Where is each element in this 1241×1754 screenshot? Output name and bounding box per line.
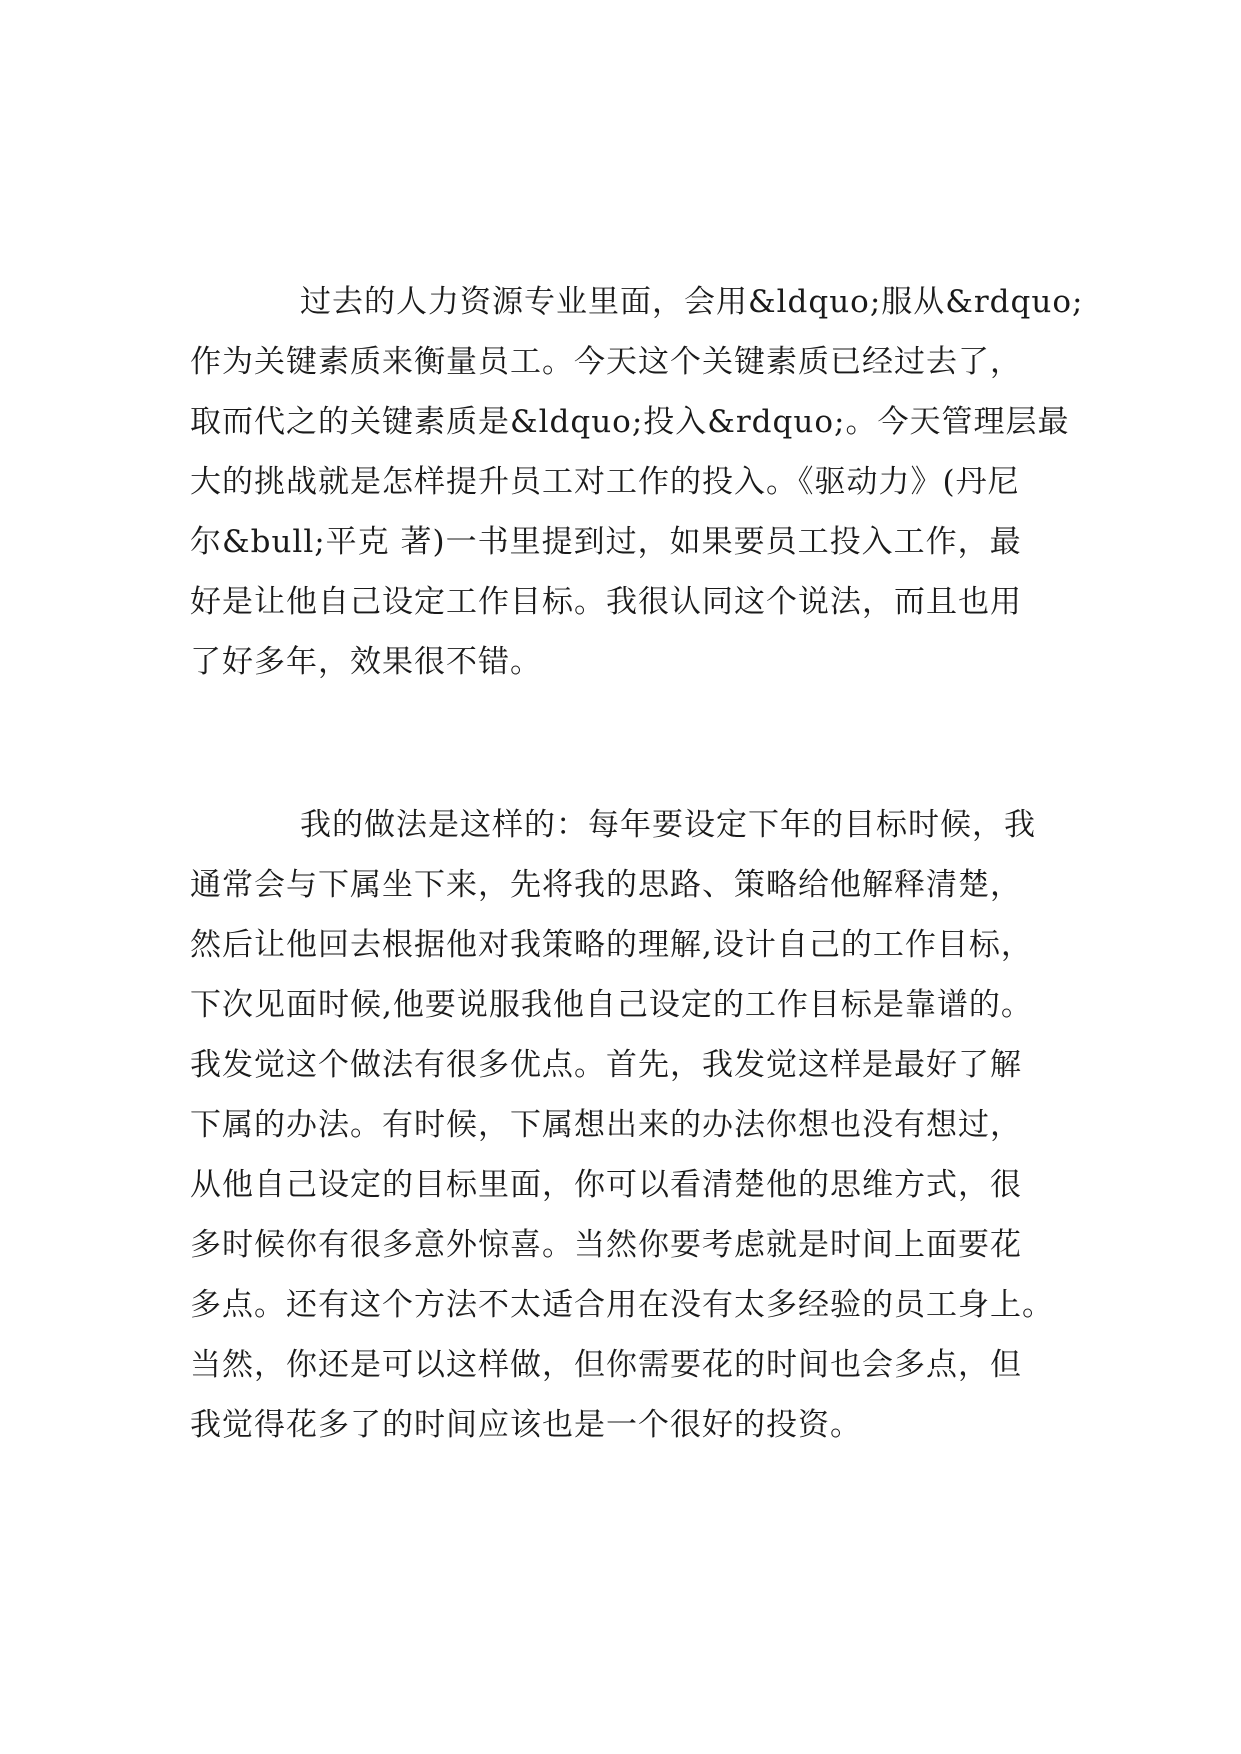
text-line: 然后让他回去根据他对我策略的理解,设计自己的工作目标，	[190, 927, 1033, 963]
text-line: 我发觉这个做法有很多优点。首先，我发觉这样是最好了解	[190, 1047, 1022, 1083]
text-line: 好是让他自己设定工作目标。我很认同这个说法，而且也用	[190, 584, 1022, 620]
text-line: 我觉得花多了的时间应该也是一个很好的投资。	[190, 1407, 862, 1443]
text-line: 下次见面时候,他要说服我他自己设定的工作目标是靠谱的。	[190, 987, 1033, 1023]
text-line: 通常会与下属坐下来，先将我的思路、策略给他解释清楚，	[190, 867, 1022, 903]
text-line: 当然，你还是可以这样做，但你需要花的时间也会多点，但	[190, 1347, 1022, 1383]
paragraph-2	[190, 795, 1070, 1455]
text-line: 过去的人力资源专业里面，会用&ldquo;服从&rdquo;	[300, 284, 1084, 320]
text-line: 我的做法是这样的：每年要设定下年的目标时候，我	[300, 807, 1036, 843]
text-line: 多时候你有很多意外惊喜。当然你要考虑就是时间上面要花	[190, 1227, 1022, 1263]
text-line: 取而代之的关键素质是&ldquo;投入&rdquo;。今天管理层最	[190, 404, 1070, 440]
text-line: 作为关键素质来衡量员工。今天这个关键素质已经过去了，	[190, 344, 1022, 380]
text-line: 从他自己设定的目标里面，你可以看清楚他的思维方式，很	[190, 1167, 1022, 1203]
text-line: 尔&bull;平克 著)一书里提到过，如果要员工投入工作，最	[190, 524, 1022, 560]
paragraph-1	[190, 272, 1084, 692]
text-line: 多点。还有这个方法不太适合用在没有太多经验的员工身上。	[190, 1287, 1054, 1323]
text-line: 下属的办法。有时候，下属想出来的办法你想也没有想过，	[190, 1107, 1022, 1143]
text-line: 了好多年，效果很不错。	[190, 644, 542, 680]
text-line: 大的挑战就是怎样提升员工对工作的投入。《驱动力》(丹尼	[190, 464, 1020, 500]
